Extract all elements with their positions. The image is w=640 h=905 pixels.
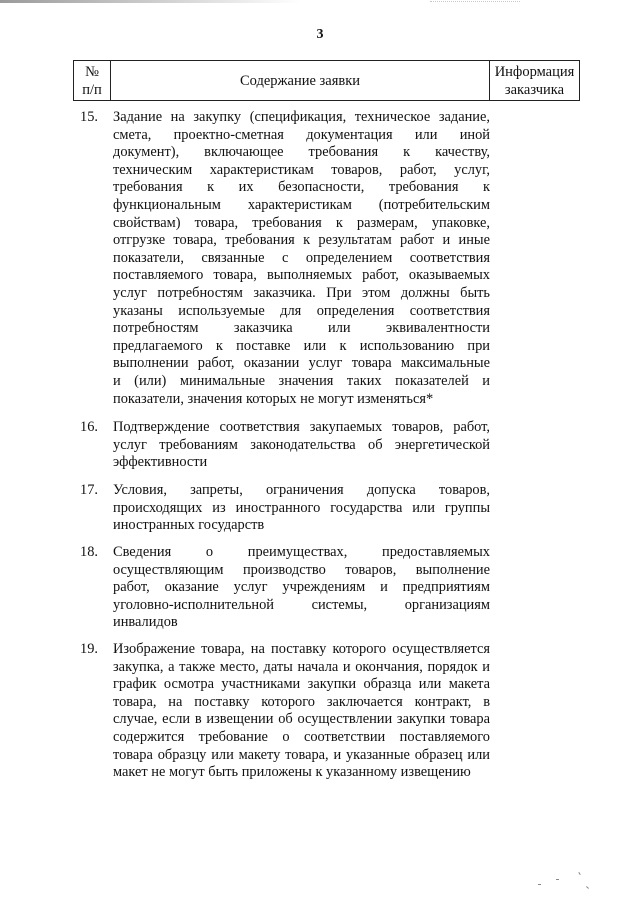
item-text <box>113 482 490 535</box>
header-cell-content <box>110 60 490 101</box>
text-line: содержится требование о соответствии поставляемого <box>113 728 490 745</box>
text-line: показатели, значения которых не могут изменяться* <box>113 390 434 407</box>
item-text <box>113 544 490 632</box>
text-line: Задание на закупку (спецификация, техническое задание, <box>113 109 490 125</box>
item-16 <box>80 419 490 472</box>
text-line: отгрузке товара, требования к результатам работ и иные <box>113 232 490 249</box>
item-number: 17. <box>80 482 98 498</box>
text-line: товара образцу или макету товара, и указанные образец или <box>113 746 490 763</box>
text-line: функциональным характеристикам (потребительским <box>113 196 490 213</box>
text-line: эффективности <box>113 454 208 471</box>
text-line: поставляемого товара, выполняемых работ, оказываемых <box>113 267 490 284</box>
text-line: макет не могут быть приложены к указанному извещению <box>113 764 471 781</box>
header-content-label: Содержание заявки <box>239 72 361 89</box>
text-line: Изображение товара, на поставку которого осуществляется <box>113 641 490 657</box>
item-19 <box>80 641 490 782</box>
text-line: указаны используемые для определения соответствия <box>113 302 490 319</box>
scan-artifact-dots <box>430 1 520 4</box>
text-line: выполнении работ, оказании услуг товара максимальные <box>113 355 490 372</box>
text-line: работ, оказание услуг учреждениям и предприятиям <box>113 579 490 596</box>
item-number: 16. <box>80 419 98 435</box>
text-line: Подтверждение соответствия закупаемых товаров, работ, <box>113 419 490 435</box>
text-line: случае, если в извещении об осуществлении закупки товара <box>113 711 490 728</box>
scan-speck <box>556 879 559 880</box>
text-line: Сведения о преимуществах, предоставляемых <box>113 544 490 560</box>
text-line: смета, проектно-сметная документация или иной <box>113 126 490 143</box>
item-number: 19. <box>80 641 98 657</box>
item-text <box>113 109 490 408</box>
scan-speck <box>586 886 589 889</box>
header-info-line-1: Информация <box>494 63 575 80</box>
header-cell-info <box>489 60 580 101</box>
text-line: график осмотра участниками закупки образца или макета <box>113 676 490 693</box>
item-text <box>113 419 490 472</box>
text-line: Условия, запреты, ограничения допуска товаров, <box>113 482 490 498</box>
item-18 <box>80 544 490 632</box>
header-info-line-2: заказчика <box>504 81 565 98</box>
scan-speck <box>538 884 541 885</box>
header-number-line-1: № <box>85 63 99 80</box>
scan-artifact-top <box>0 0 300 3</box>
item-17 <box>80 482 490 535</box>
text-line: услуг потребностям заказчика. При этом должны быть <box>113 284 490 301</box>
text-line: показатели, связанные с определением соответствия <box>113 249 490 266</box>
text-line: свойствам) товара, требования к размерам, упаковке, <box>113 214 490 231</box>
text-line: уголовно-исполнительной системы, организациям <box>113 596 490 613</box>
text-line: требования к их безопасности, требования к <box>113 179 490 196</box>
text-line: осуществляющим производство товаров, выполнение <box>113 561 490 578</box>
text-line: техническим характеристикам товаров, работ, услуг, <box>113 161 490 178</box>
page-number: 3 <box>316 27 324 42</box>
item-text <box>113 641 490 782</box>
text-line: товара, на поставку которого заключается контракт, в <box>113 693 490 710</box>
text-line: предлагаемого к поставке или к использованию при <box>113 337 490 354</box>
header-number-line-2: п/п <box>82 81 102 98</box>
text-line: и (или) минимальные значения таких показателей и <box>113 372 490 389</box>
item-number: 15. <box>80 109 98 125</box>
item-number: 18. <box>80 544 98 560</box>
text-line: закупка, а также место, даты начала и окончания, порядок и <box>113 658 490 675</box>
text-line: иностранных государств <box>113 517 265 534</box>
text-line: документ), включающее требования к качеству, <box>113 144 490 161</box>
header-cell-number <box>73 60 111 101</box>
text-line: инвалидов <box>113 614 178 631</box>
text-line: услуг требованиям законодательства об энергетической <box>113 436 490 453</box>
item-15 <box>80 109 490 408</box>
text-line: происходящих из иностранного государства или группы <box>113 499 490 516</box>
text-line: потребностям заказчика или эквивалентности <box>113 320 490 337</box>
scan-speck <box>578 872 580 875</box>
